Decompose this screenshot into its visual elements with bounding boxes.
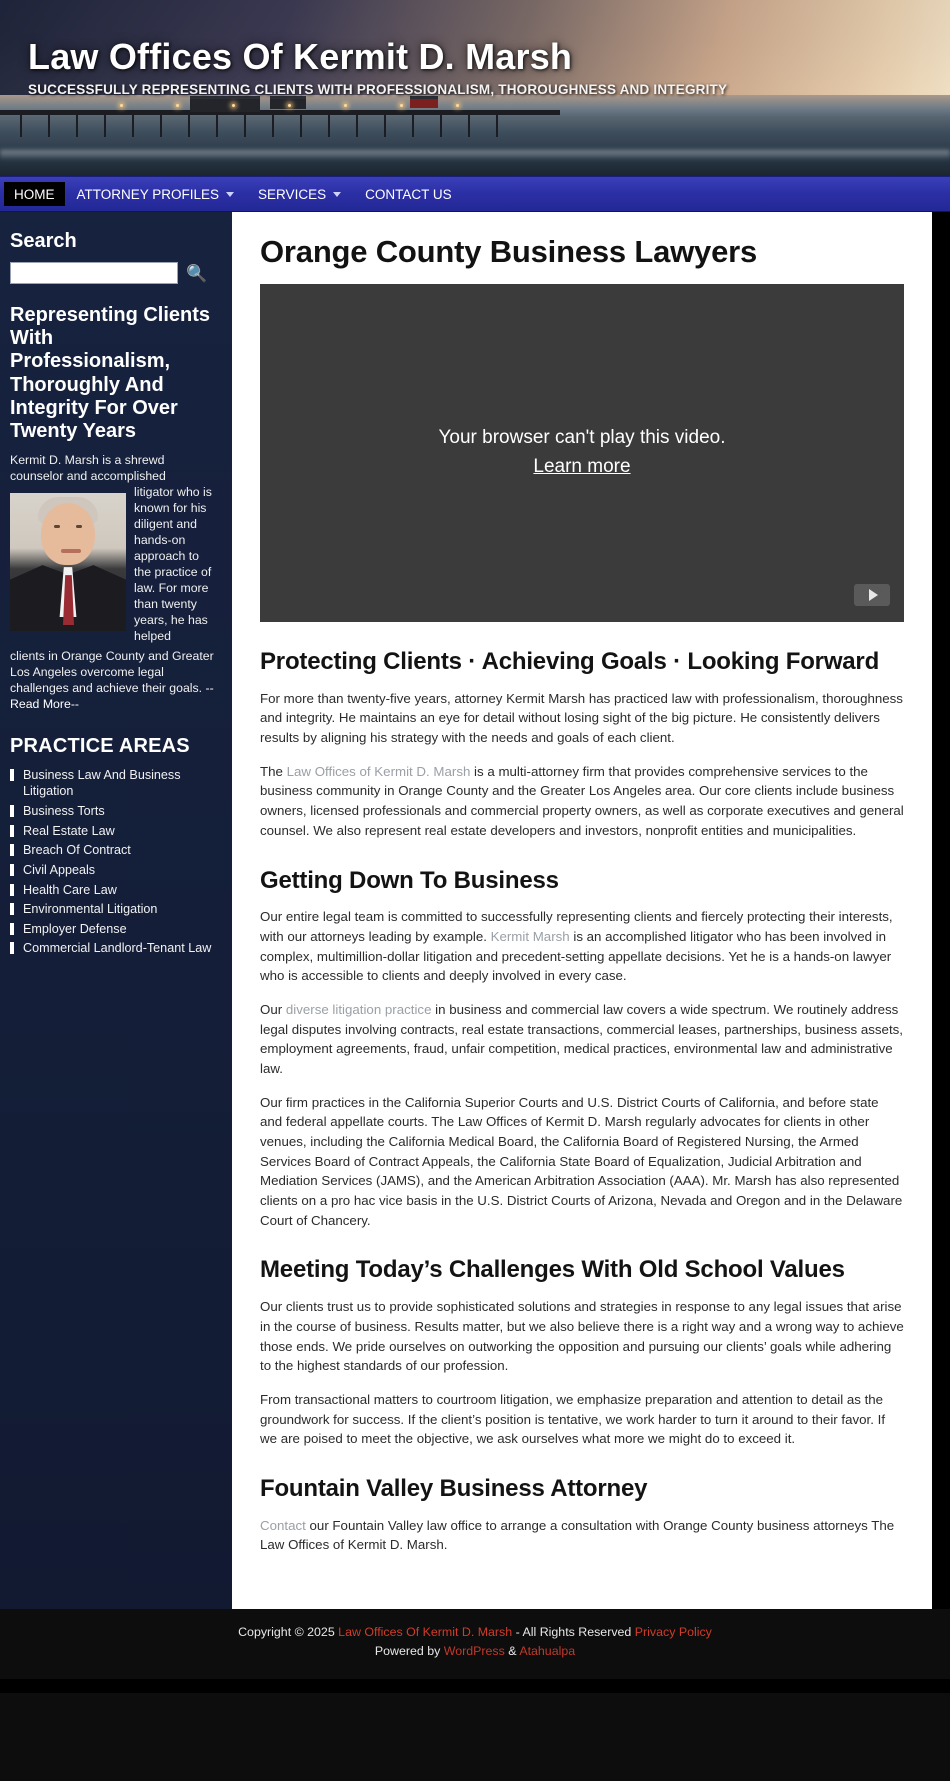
page-body <box>0 212 950 1609</box>
section-paragraph: Our clients trust us to provide sophisticated solutions and strategies in response to any legal issues that arise in the course of business. Results matter, but we also believe there is a right way and a wrong way to achieve those ends. We pride ourselves on outworking the opposition and pursuing our clients’ goals while adhering to the highest standards of our profession. <box>260 1299 904 1374</box>
practice-areas-list <box>10 766 218 959</box>
footer-copyright: Copyright © 2025 <box>238 1625 335 1640</box>
firm-name-link[interactable]: Law Offices of Kermit D. Marsh <box>286 763 471 779</box>
paragraph-text: Our <box>260 1001 286 1017</box>
nav-item-label: ATTORNEY PROFILES <box>76 186 220 202</box>
search-icon[interactable]: 🔍 <box>186 263 208 283</box>
attorney-photo <box>10 493 126 631</box>
sidebar-intro-text-3-body: clients in Orange County and Greater Los Angeles overcome legal challenges and achieve their goals. <box>10 648 214 695</box>
footer-privacy-link[interactable]: Privacy Policy <box>634 1625 712 1640</box>
read-more-link[interactable]: --Read More-- <box>10 680 214 711</box>
nav-item-services[interactable] <box>246 177 353 211</box>
section-paragraph <box>260 1516 904 1555</box>
section-heading: Fountain Valley Business Attorney <box>260 1474 648 1502</box>
site-footer <box>0 1609 950 1679</box>
section-paragraph <box>260 907 904 986</box>
section-paragraph <box>260 1000 904 1079</box>
main-content <box>232 212 932 1609</box>
pier-illustration <box>0 96 560 138</box>
footer-rights: - All Rights Reserved <box>515 1625 632 1640</box>
video-error-text: Your browser can't play this video. <box>438 427 726 448</box>
sidebar-intro-text-3 <box>10 649 218 713</box>
practice-area-item[interactable]: Breach Of Contract <box>10 841 218 861</box>
section-heading: Meeting Today’s Challenges With Old School Values <box>260 1256 845 1284</box>
chevron-down-icon <box>226 192 234 197</box>
play-button[interactable] <box>854 584 890 606</box>
contact-link[interactable]: Contact <box>260 1517 306 1533</box>
header-surf <box>0 150 950 160</box>
nav-item-home[interactable] <box>4 182 65 206</box>
nav-item-attorney-profiles[interactable] <box>65 177 247 211</box>
practice-area-item[interactable]: Real Estate Law <box>10 822 218 842</box>
footer-ampersand: & <box>508 1644 517 1659</box>
section-heading: Getting Down To Business <box>260 866 559 894</box>
nav-item-label: HOME <box>14 186 55 202</box>
practice-area-item[interactable]: Health Care Law <box>10 881 218 901</box>
section-heading: Protecting Clients · Achieving Goals · Looking Forward <box>260 648 880 675</box>
section-paragraph: For more than twenty-five years, attorney Kermit Marsh has practiced law with professionalism, thoroughness and integrity. He maintains an eye for detail without losing sight of the big picture. He consistently delivers results by aligning his strategy with the needs and goals of each client. <box>260 690 903 746</box>
nav-item-contact-us[interactable] <box>353 177 464 211</box>
practice-area-item[interactable]: Employer Defense <box>10 920 218 940</box>
sidebar <box>0 212 232 1609</box>
paragraph-text: in business and commercial law covers a wide spectrum. We routinely address legal disputes involving contracts, real estate transactions, commercial leases, partnerships, business assets, employment agreements, fraud, unfair competition, medical practices, environmental law and administrative law. <box>260 1001 903 1076</box>
practice-area-item[interactable]: Civil Appeals <box>10 861 218 881</box>
paragraph-text: The <box>260 763 287 779</box>
attorney-name-link[interactable]: Kermit Marsh <box>490 928 570 944</box>
search-heading: Search <box>10 230 77 252</box>
section-paragraph: Our firm practices in the California Superior Courts and U.S. District Courts of California, and before state and federal appellate courts. The Law Offices of Kermit D. Marsh regularly advocates for clients in other venues, including the California Medical Board, the California Board of Registered Nursing, the Armed Services Board of Contract Appeals, the California State Board of Equalization, Judicial Arbitration and Mediation Services (JAMS), and the American Arbitration Association (AAA). Mr. Marsh has also represented clients on a pro hac vice basis in the U.S. District Courts of Arizona, Nevada and Oregon and in the Delaware Court of Chancery. <box>260 1094 903 1228</box>
paragraph-text: is an accomplished litigator who has been involved in complex, multimillion-dollar litigation and precedent-setting appellate decisions. Yet he is a hands-on lawyer who is accessible to clients and deeply involved in every case. <box>260 928 892 984</box>
footer-powered-line <box>0 1642 950 1661</box>
site-header <box>0 0 950 176</box>
site-tagline: SUCCESSFULLY REPRESENTING CLIENTS WITH PROFESSIONALISM, THOROUGHNESS AND INTEGRITY <box>28 81 728 97</box>
footer-bottom-strip <box>0 1679 950 1693</box>
video-learn-more-link[interactable]: Learn more <box>533 455 631 477</box>
section-paragraph: From transactional matters to courtroom litigation, we emphasize preparation and attention to detail as the groundwork for success. If the client’s position is tentative, we work harder to turn it around to their favor. If we are poised to meet the objective, we ask ourselves what more we might do to exceed it. <box>260 1391 886 1447</box>
paragraph-text: our Fountain Valley law office to arrange a consultation with Orange County business attorneys The Law Offices of Kermit D. Marsh. <box>260 1517 895 1553</box>
chevron-down-icon <box>333 192 341 197</box>
paragraph-text: is a multi-attorney firm that provides comprehensive services to the business community in Orange County and the Greater Los Angeles area. Our core clients include business owners, licensed professionals and commercial property owners, as well as corporate executives and general counsel. We also represent real estate developers and investors, nonprofit entities and municipalities. <box>260 763 904 838</box>
sidebar-intro-text-2: litigator who is known for his diligent and hands-on approach to the practice of law. For more than twenty years, he has helped <box>134 485 212 643</box>
footer-wordpress-link[interactable]: WordPress <box>443 1644 505 1659</box>
nav-item-label: CONTACT US <box>365 186 452 202</box>
main-navigation <box>0 176 950 212</box>
litigation-practice-link[interactable]: diverse litigation practice <box>285 1001 432 1017</box>
practice-areas-heading: PRACTICE AREAS <box>10 734 190 757</box>
sidebar-intro-text-1: Kermit D. Marsh is a shrewd counselor and accomplished <box>10 453 166 484</box>
nav-item-label: SERVICES <box>258 186 327 202</box>
practice-area-item[interactable]: Environmental Litigation <box>10 900 218 920</box>
footer-theme-link[interactable]: Atahualpa <box>519 1644 576 1659</box>
footer-powered-by: Powered by <box>374 1644 441 1659</box>
search-input[interactable] <box>10 262 178 284</box>
right-rail <box>932 212 950 1609</box>
video-error-message <box>260 424 904 481</box>
footer-firm-link[interactable]: Law Offices Of Kermit D. Marsh <box>338 1625 513 1640</box>
paragraph-text: Our entire legal team is committed to successfully representing clients and fiercely protecting their interests, with our attorneys leading by example. <box>260 909 893 944</box>
search-widget <box>10 262 218 284</box>
page-title: Orange County Business Lawyers <box>260 234 758 269</box>
sidebar-intro-heading: Representing Clients With Professionalism, Thoroughly And Integrity For Over Twenty Years <box>10 304 211 442</box>
section-paragraph <box>260 762 904 841</box>
practice-area-item[interactable]: Commercial Landlord-Tenant Law <box>10 939 218 959</box>
video-player[interactable] <box>260 284 904 622</box>
practice-area-item[interactable]: Business Law And Business Litigation <box>10 766 218 802</box>
site-title: Law Offices Of Kermit D. Marsh <box>28 36 573 77</box>
footer-copyright-line <box>0 1623 950 1642</box>
practice-area-item[interactable]: Business Torts <box>10 802 218 822</box>
